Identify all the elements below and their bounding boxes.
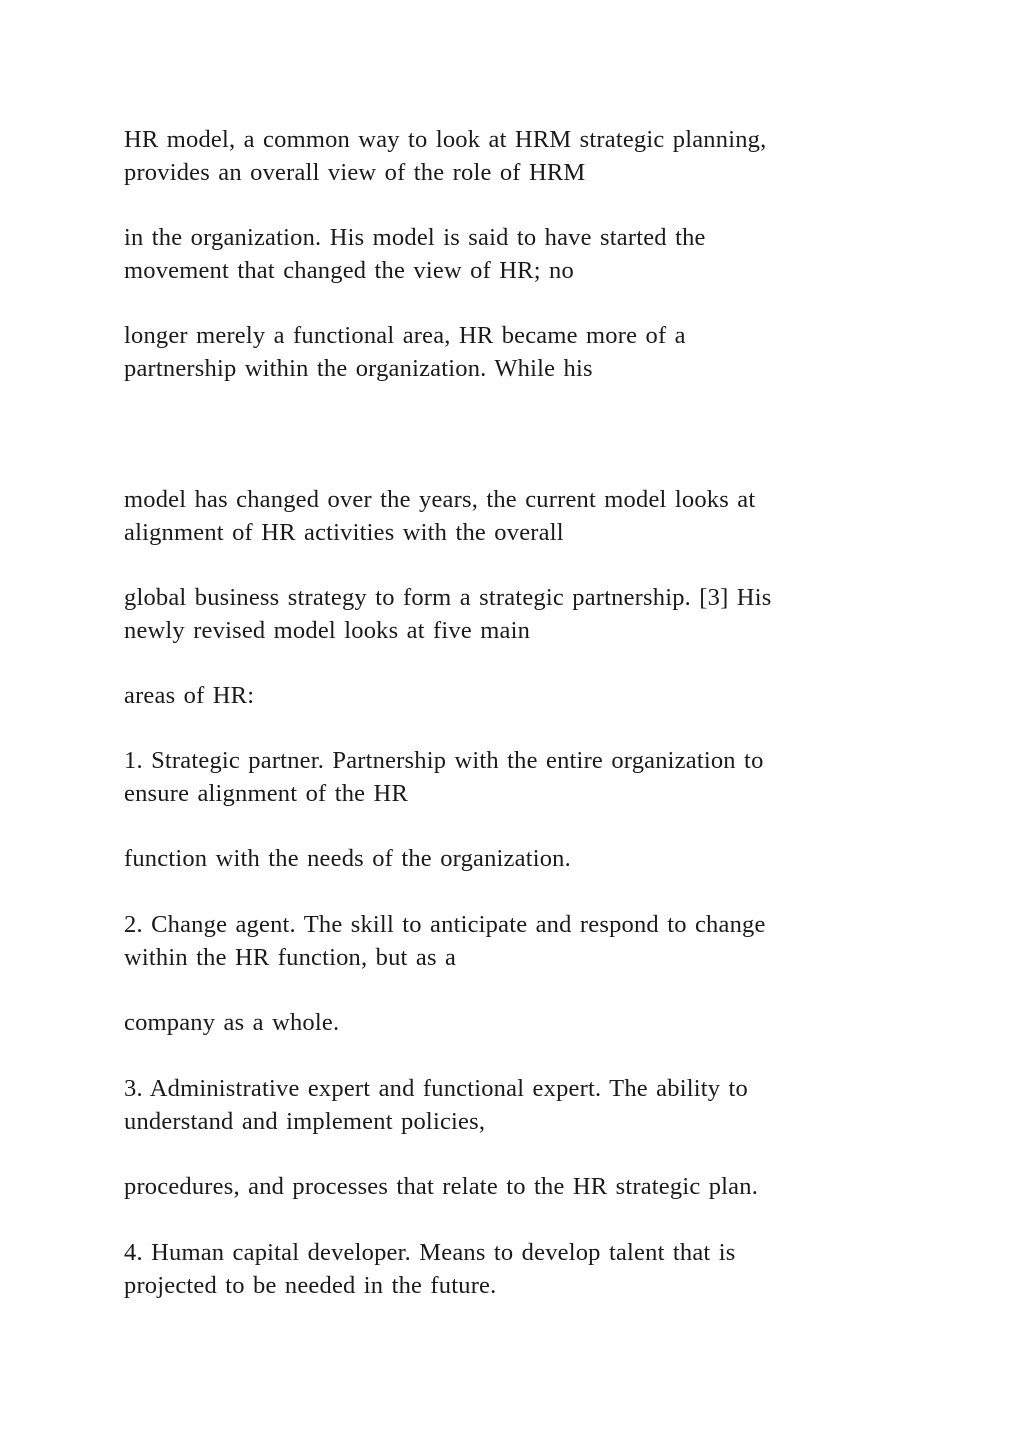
list-item-4 xyxy=(124,1237,924,1302)
text-line: function with the needs of the organization. xyxy=(124,845,571,872)
text-line: 2. Change agent. The skill to anticipate and respond to change xyxy=(124,911,766,938)
text-line: newly revised model looks at five main xyxy=(124,616,531,644)
text-line: projected to be needed in the future. xyxy=(124,1271,497,1299)
text-line: 3. Administrative expert and functional expert. The ability to xyxy=(124,1075,748,1102)
text-line: areas of HR: xyxy=(124,682,255,709)
text-line: longer merely a functional area, HR became more of a xyxy=(124,322,686,349)
list-item-3-continued xyxy=(124,1171,924,1204)
text-line: procedures, and processes that relate to the HR strategic plan. xyxy=(124,1173,759,1200)
paragraph-3 xyxy=(124,320,924,385)
paragraph-6 xyxy=(124,680,924,713)
text-line: provides an overall view of the role of HRM xyxy=(124,158,586,186)
text-line: alignment of HR activities with the overall xyxy=(124,518,564,546)
paragraph-4 xyxy=(124,484,924,549)
text-line: movement that changed the view of HR; no xyxy=(124,256,574,284)
paragraph-1 xyxy=(124,124,924,189)
text-line: model has changed over the years, the current model looks at xyxy=(124,486,756,513)
text-line: 4. Human capital developer. Means to develop talent that is xyxy=(124,1239,736,1266)
text-line: company as a whole. xyxy=(124,1009,340,1036)
list-item-1-continued xyxy=(124,843,924,876)
text-line: in the organization. His model is said to have started the xyxy=(124,224,706,251)
list-item-3 xyxy=(124,1073,924,1138)
text-line: global business strategy to form a strategic partnership. [3] His xyxy=(124,584,772,611)
text-line: 1. Strategic partner. Partnership with the entire organization to xyxy=(124,747,764,774)
paragraph-2 xyxy=(124,222,924,287)
list-item-1 xyxy=(124,745,924,810)
paragraph-5 xyxy=(124,582,924,647)
list-item-2-continued xyxy=(124,1007,924,1040)
text-line: within the HR function, but as a xyxy=(124,943,457,971)
text-line: understand and implement policies, xyxy=(124,1107,486,1135)
text-line: HR model, a common way to look at HRM strategic planning, xyxy=(124,126,767,153)
text-line: partnership within the organization. While his xyxy=(124,354,593,382)
text-line: ensure alignment of the HR xyxy=(124,779,408,807)
list-item-2 xyxy=(124,909,924,974)
